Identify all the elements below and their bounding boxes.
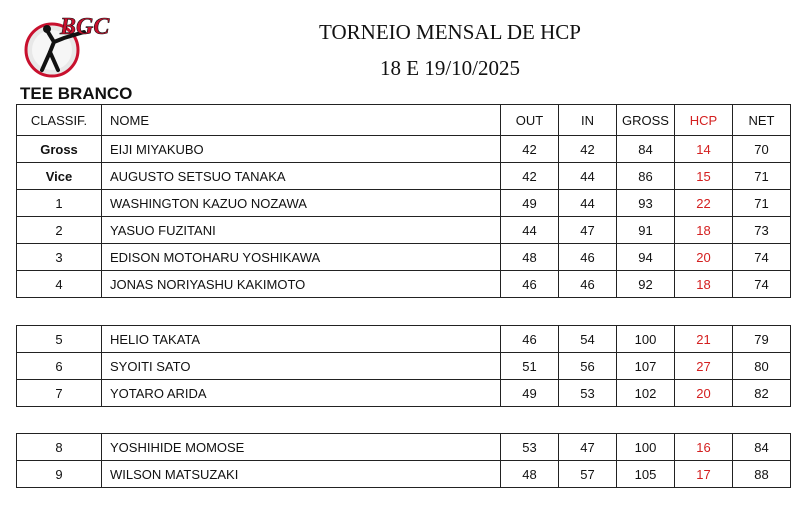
gross-cell: 94 xyxy=(617,244,675,271)
net-cell: 71 xyxy=(733,163,791,190)
in-cell: 56 xyxy=(559,353,617,380)
name-cell: YASUO FUZITANI xyxy=(102,217,501,244)
classif-cell: 2 xyxy=(17,217,102,244)
out-cell: 46 xyxy=(501,271,559,298)
gross-cell: 105 xyxy=(617,461,675,488)
classif-cell: Vice xyxy=(17,163,102,190)
name-cell: EDISON MOTOHARU YOSHIKAWA xyxy=(102,244,501,271)
col-nome: NOME xyxy=(102,105,501,136)
net-cell: 88 xyxy=(733,461,791,488)
table-row xyxy=(17,461,791,488)
results-table-group-3 xyxy=(16,433,791,488)
col-classif: CLASSIF. xyxy=(17,105,102,136)
name-cell: EIJI MIYAKUBO xyxy=(102,136,501,163)
in-cell: 53 xyxy=(559,380,617,407)
classif-cell: 7 xyxy=(17,380,102,407)
results-table-group-2 xyxy=(16,325,791,407)
table-row xyxy=(17,217,791,244)
classif-cell: 9 xyxy=(17,461,102,488)
net-cell: 74 xyxy=(733,271,791,298)
hcp-cell: 15 xyxy=(675,163,733,190)
hcp-cell: 18 xyxy=(675,271,733,298)
hcp-cell: 22 xyxy=(675,190,733,217)
in-cell: 42 xyxy=(559,136,617,163)
hcp-cell: 14 xyxy=(675,136,733,163)
in-cell: 46 xyxy=(559,244,617,271)
table-row xyxy=(17,326,791,353)
col-net: NET xyxy=(733,105,791,136)
out-cell: 44 xyxy=(501,217,559,244)
table-row xyxy=(17,136,791,163)
classif-cell: 3 xyxy=(17,244,102,271)
section-title: TEE BRANCO xyxy=(20,84,133,103)
classif-cell: 1 xyxy=(17,190,102,217)
classif-cell: 8 xyxy=(17,434,102,461)
hcp-cell: 27 xyxy=(675,353,733,380)
classif-cell: Gross xyxy=(17,136,102,163)
in-cell: 46 xyxy=(559,271,617,298)
net-cell: 80 xyxy=(733,353,791,380)
out-cell: 53 xyxy=(501,434,559,461)
gross-cell: 100 xyxy=(617,434,675,461)
classif-cell: 5 xyxy=(17,326,102,353)
gross-cell: 86 xyxy=(617,163,675,190)
in-cell: 54 xyxy=(559,326,617,353)
hcp-cell: 18 xyxy=(675,217,733,244)
gross-cell: 100 xyxy=(617,326,675,353)
classif-cell: 4 xyxy=(17,271,102,298)
gross-cell: 102 xyxy=(617,380,675,407)
header-row xyxy=(17,105,791,136)
name-cell: HELIO TAKATA xyxy=(102,326,501,353)
in-cell: 57 xyxy=(559,461,617,488)
hcp-cell: 20 xyxy=(675,244,733,271)
classif-cell: 6 xyxy=(17,353,102,380)
table-row xyxy=(17,434,791,461)
gross-cell: 84 xyxy=(617,136,675,163)
in-cell: 44 xyxy=(559,190,617,217)
gross-cell: 93 xyxy=(617,190,675,217)
table-row xyxy=(17,380,791,407)
name-cell: WILSON MATSUZAKI xyxy=(102,461,501,488)
event-date: 18 E 19/10/2025 xyxy=(380,56,520,80)
col-hcp: HCP xyxy=(675,105,733,136)
name-cell: WASHINGTON KAZUO NOZAWA xyxy=(102,190,501,217)
in-cell: 44 xyxy=(559,163,617,190)
gross-cell: 92 xyxy=(617,271,675,298)
net-cell: 73 xyxy=(733,217,791,244)
net-cell: 70 xyxy=(733,136,791,163)
out-cell: 51 xyxy=(501,353,559,380)
table-row xyxy=(17,353,791,380)
hcp-cell: 20 xyxy=(675,380,733,407)
hcp-cell: 17 xyxy=(675,461,733,488)
page-title: TORNEIO MENSAL DE HCP xyxy=(319,20,581,44)
gross-cell: 107 xyxy=(617,353,675,380)
table-row xyxy=(17,244,791,271)
name-cell: AUGUSTO SETSUO TANAKA xyxy=(102,163,501,190)
gross-cell: 91 xyxy=(617,217,675,244)
in-cell: 47 xyxy=(559,217,617,244)
hcp-cell: 21 xyxy=(675,326,733,353)
out-cell: 46 xyxy=(501,326,559,353)
net-cell: 82 xyxy=(733,380,791,407)
hcp-cell: 16 xyxy=(675,434,733,461)
out-cell: 42 xyxy=(501,163,559,190)
out-cell: 49 xyxy=(501,190,559,217)
table-row xyxy=(17,163,791,190)
name-cell: JONAS NORIYASHU KAKIMOTO xyxy=(102,271,501,298)
logo-text: BGC xyxy=(60,14,110,40)
col-gross: GROSS xyxy=(617,105,675,136)
net-cell: 84 xyxy=(733,434,791,461)
table-row xyxy=(17,190,791,217)
club-logo xyxy=(18,6,128,82)
net-cell: 79 xyxy=(733,326,791,353)
name-cell: SYOITI SATO xyxy=(102,353,501,380)
name-cell: YOSHIHIDE MOMOSE xyxy=(102,434,501,461)
table-row xyxy=(17,271,791,298)
name-cell: YOTARO ARIDA xyxy=(102,380,501,407)
out-cell: 49 xyxy=(501,380,559,407)
col-out: OUT xyxy=(501,105,559,136)
out-cell: 42 xyxy=(501,136,559,163)
out-cell: 48 xyxy=(501,461,559,488)
net-cell: 74 xyxy=(733,244,791,271)
results-table xyxy=(16,104,791,298)
col-in: IN xyxy=(559,105,617,136)
net-cell: 71 xyxy=(733,190,791,217)
in-cell: 47 xyxy=(559,434,617,461)
out-cell: 48 xyxy=(501,244,559,271)
